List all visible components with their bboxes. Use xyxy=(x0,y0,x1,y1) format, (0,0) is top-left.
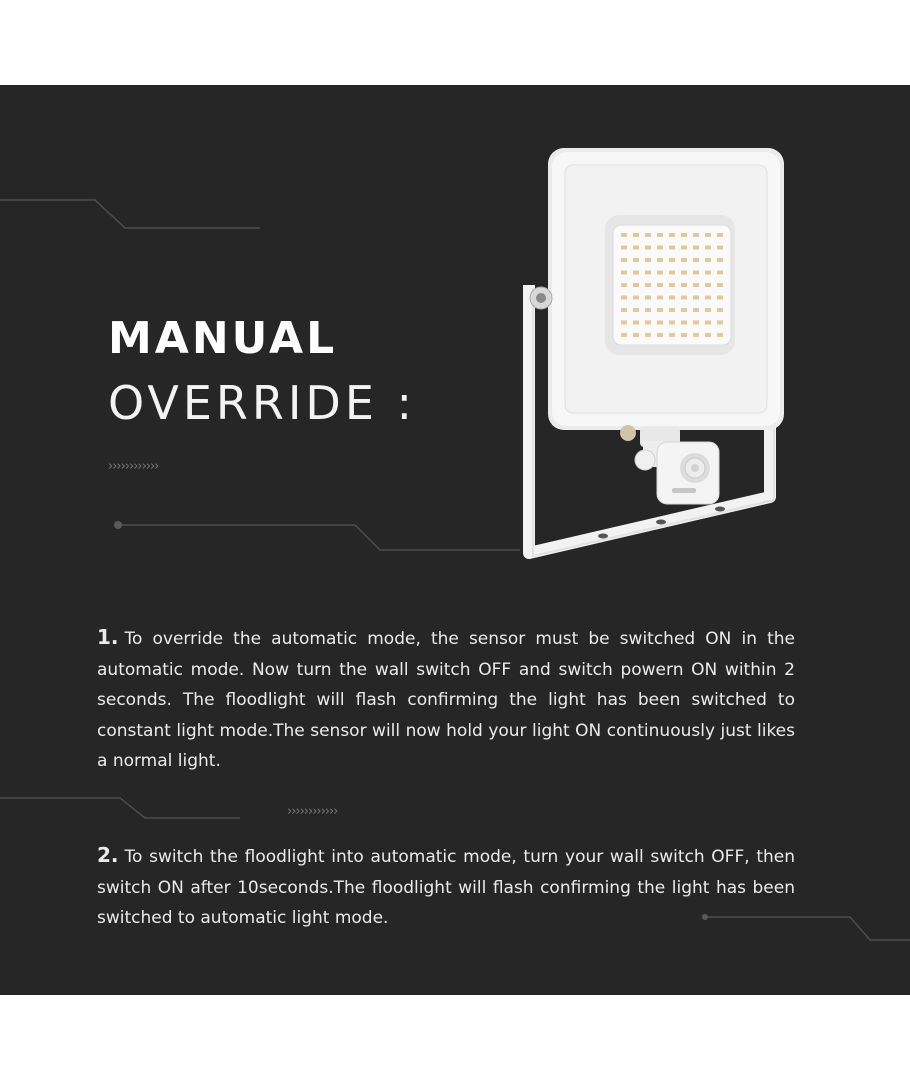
led-chip xyxy=(705,271,711,275)
led-chip xyxy=(717,258,723,262)
led-chip xyxy=(633,271,639,275)
led-chip xyxy=(705,333,711,337)
led-chip xyxy=(669,258,675,262)
led-chip xyxy=(657,258,663,262)
led-chip xyxy=(717,271,723,275)
led-chip xyxy=(645,321,651,325)
led-chip xyxy=(669,246,675,250)
led-chip xyxy=(681,271,687,275)
led-chip xyxy=(633,258,639,262)
led-chip xyxy=(693,308,699,312)
led-chip xyxy=(705,296,711,300)
step-2-number: 2. xyxy=(97,843,119,867)
step-1-text: To override the automatic mode, the sensor must be switched ON in the automatic mode. Now turn the wall switch OFF and switch powern ON within 2 seconds. The floodlight will flash confirming the light has been switched to constant light mode.The sensor will now hold your light ON continuously just likes a normal light. xyxy=(97,629,795,771)
led-chip xyxy=(693,271,699,275)
led-chip xyxy=(657,283,663,287)
led-chip xyxy=(621,333,627,337)
step-1-number: 1. xyxy=(97,625,119,649)
led-chip xyxy=(705,246,711,250)
floodlight-with-motion-sensor-image xyxy=(515,145,800,565)
led-chip xyxy=(633,296,639,300)
led-chip xyxy=(645,233,651,237)
led-chip xyxy=(657,333,663,337)
led-chip xyxy=(633,333,639,337)
led-chip xyxy=(669,233,675,237)
led-chip xyxy=(621,246,627,250)
step-2-paragraph xyxy=(97,840,795,934)
led-chip xyxy=(705,308,711,312)
led-chip xyxy=(681,321,687,325)
led-chip xyxy=(621,283,627,287)
led-chip xyxy=(705,321,711,325)
led-chip xyxy=(657,296,663,300)
step-2-text: To switch the floodlight into automatic mode, turn your wall switch OFF, then switch ON after 10seconds.The floodlight will flash confirming the light has been switched to automatic light mode. xyxy=(97,847,795,928)
led-chip xyxy=(645,271,651,275)
led-chip xyxy=(681,283,687,287)
led-chip xyxy=(681,308,687,312)
led-chip xyxy=(657,308,663,312)
led-chip xyxy=(633,308,639,312)
led-chip xyxy=(717,321,723,325)
led-chip xyxy=(693,283,699,287)
led-chip xyxy=(621,308,627,312)
led-chip xyxy=(681,233,687,237)
led-chip xyxy=(705,233,711,237)
led-chip xyxy=(657,271,663,275)
led-chip xyxy=(633,233,639,237)
led-chip xyxy=(693,233,699,237)
led-chip xyxy=(717,308,723,312)
led-chip xyxy=(717,283,723,287)
led-chip xyxy=(669,296,675,300)
led-chip xyxy=(633,321,639,325)
led-chip xyxy=(669,333,675,337)
led-chip xyxy=(705,258,711,262)
led-chip xyxy=(717,333,723,337)
heading-override: OVERRIDE : xyxy=(108,376,417,430)
led-chip xyxy=(717,296,723,300)
led-chip xyxy=(645,283,651,287)
led-chip xyxy=(633,283,639,287)
led-chip xyxy=(669,283,675,287)
dark-info-panel xyxy=(0,85,910,995)
led-chip xyxy=(705,283,711,287)
led-chip xyxy=(693,258,699,262)
led-chip xyxy=(621,271,627,275)
led-chip xyxy=(681,246,687,250)
led-chip xyxy=(645,246,651,250)
led-chip xyxy=(681,333,687,337)
led-chip xyxy=(645,308,651,312)
led-chip xyxy=(669,308,675,312)
led-chip xyxy=(717,233,723,237)
led-chip xyxy=(621,321,627,325)
chevron-divider-middle: ›››››››››››› xyxy=(287,804,338,819)
led-chip xyxy=(621,296,627,300)
led-chip xyxy=(693,333,699,337)
led-chip xyxy=(681,258,687,262)
led-chip xyxy=(693,321,699,325)
led-chip xyxy=(693,246,699,250)
step-1-paragraph xyxy=(97,622,795,777)
led-chip xyxy=(633,246,639,250)
led-chip xyxy=(645,333,651,337)
led-chip xyxy=(621,258,627,262)
led-chip xyxy=(693,296,699,300)
led-chip xyxy=(657,233,663,237)
led-chip xyxy=(645,258,651,262)
led-chip xyxy=(669,271,675,275)
led-chip xyxy=(717,246,723,250)
led-chip xyxy=(657,321,663,325)
led-chip xyxy=(621,233,627,237)
led-chip xyxy=(657,246,663,250)
heading-manual: MANUAL xyxy=(108,313,338,364)
led-chip xyxy=(645,296,651,300)
led-chip xyxy=(669,321,675,325)
chevron-divider-top: ›››››››››››› xyxy=(108,459,159,474)
led-chip xyxy=(681,296,687,300)
